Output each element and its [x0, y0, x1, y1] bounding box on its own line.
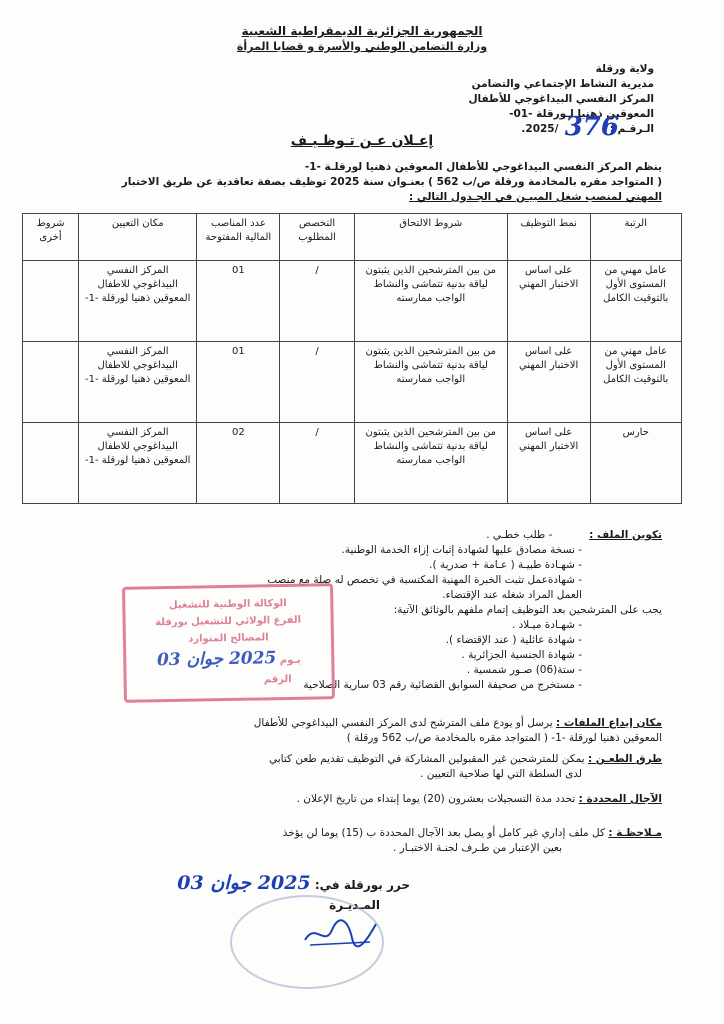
col-grade: الرتبة [590, 214, 682, 261]
positions-table [22, 213, 682, 504]
cell-place: المركز النفسي البيداغوجي للاطفال المعوقين ذهنيا لورقلة -1- [78, 423, 196, 504]
ministry-name: وزارة التضامن الوطني والأسرة و قضايا المرأة [236, 40, 488, 53]
col-conditions: شروط الالتحاق [354, 214, 507, 261]
file-item: العمل المراد شغله عند الإقتضاء. [442, 589, 582, 601]
cell-count: 02 [197, 423, 280, 504]
announcement-title: إعـلان عـن تـوظـيـف [290, 133, 434, 149]
file-section [22, 528, 662, 693]
stamp-date-line [126, 649, 331, 670]
cell-grade: عامل مهني من المستوى الأول بالتوقيت الكامل [590, 342, 682, 423]
file-item: - شهادةعمل تثبت الخبرة المهنية المكتسبة في تخصص له صلة مع منصب [267, 574, 582, 586]
deadlines-text: تحدد مدة التسجيلات بعشرون (20) يوما إبتداء من تاريخ الإعلان . [296, 793, 576, 805]
appeal-label: طرق الطعـن : [587, 753, 662, 765]
cell-other [23, 423, 79, 504]
stamp-line: الفرع الولائي للتشغيل بورقلة [155, 614, 302, 629]
table-row [23, 423, 682, 504]
file-item: - شهـادة طبيـة ( عـامة + صدرية ). [429, 559, 582, 571]
note-text: كل ملف إداري غير كامل أو يصل بعد الآجال المحددة ب (15) يوما لن يؤخذ [282, 827, 605, 839]
file-item: - نسخة مصادق عليها لشهادة إثبات إزاء الخدمة الوطنية. [341, 544, 582, 556]
appeal-section [22, 752, 662, 782]
col-specialty: التخصص المطلوب [280, 214, 354, 261]
ref-label: الـرقـم : [609, 123, 654, 135]
cell-count: 01 [197, 342, 280, 423]
col-other: شروط أخرى [23, 214, 79, 261]
after-hire-label: يجب على المترشحين بعد التوظيف إتمام ملفهم بالوثائق الآتية: [393, 604, 662, 616]
wilaya: ولاية ورقلة [595, 63, 654, 75]
after-hire-items [22, 618, 662, 693]
after-hire-item: - ستة(06) صـور شمسية . [466, 664, 582, 676]
after-hire-item: - شهـادة ميـلاد . [511, 619, 582, 631]
deposit-text: يرسل أو يودع ملف المترشح لدى المركز النفسي البيداغوجي للأطفال [253, 717, 553, 729]
appeal-text-cont: لدى السلطة التي لها صلاحية التعيين . [420, 768, 582, 780]
intro-text [32, 160, 662, 205]
cell-mode: على اساس الاختبار المهني [507, 342, 590, 423]
col-count: عدد المناصب المالية المفتوحة [197, 214, 280, 261]
stamp-date: 2025 جوان 03 [156, 648, 277, 671]
stamp-line: الوكالة الوطنية للتشغيل [168, 597, 287, 612]
cell-grade: حارس [590, 423, 682, 504]
appeal-text: يمكن للمترشحين غير المقبولين المشاركة في التوظيف تقديم طعن كتابي [268, 753, 585, 765]
intro-line-3: المهني لمنصب شغل المبيـن في الجـدول التالي : [409, 191, 662, 203]
cell-conditions: من بين المترشحين الذين يثبتون لياقة بدنية تتماشى والنشاط الواجب ممارسته [354, 423, 507, 504]
directorate: مديرية النشاط الإجتماعي والتضامن [471, 78, 654, 90]
table-header-row [23, 214, 682, 261]
intro-line-1: ينظم المركز النفسي البيداغوجي للأطفال المعوقين ذهنيا لورقلـة -1- [304, 161, 662, 173]
cell-place: المركز النفسي البيداغوجي للاطفال المعوقين ذهنيا لورقلة -1- [78, 342, 196, 423]
stamp-day-label: يـوم [279, 654, 301, 667]
ref-suffix: /2025. [521, 123, 559, 135]
deadlines-section [22, 792, 662, 807]
cell-conditions: من بين المترشحين الذين يثبتون لياقة بدنية تتماشى والنشاط الواجب ممارسته [354, 261, 507, 342]
director-signature [300, 912, 380, 952]
cell-count: 01 [197, 261, 280, 342]
country-name: الجمهورية الجزائرية الديمقراطية الشعبية [241, 24, 483, 38]
reference-number-handwritten: 376 [564, 112, 619, 142]
org-block [468, 62, 654, 137]
cell-other [23, 342, 79, 423]
after-hire-item: - شهادة عائلية ( عند الإقتضاء ). [445, 634, 582, 646]
file-label: تكوين الملف : [589, 529, 662, 541]
cell-specialty: / [280, 342, 354, 423]
intro-line-2: ( المتواجد مقره بالمخادمة ورقلة ص/ب 562 ) بعنـوان سنة 2025 توظيف بصفة تعاقدية عن طريق الاختبار [121, 176, 662, 188]
cell-other [23, 261, 79, 342]
center-name-cont: المعوقين ذهنيا لـورقلة -01- [509, 108, 654, 120]
col-place: مكان التعيين [78, 214, 196, 261]
table-row [23, 342, 682, 423]
cell-mode: على اساس الاختبار المهني [507, 423, 590, 504]
signoff-date: 2025 جوان 03 [177, 872, 311, 894]
stamp-number-label: الرقم [263, 673, 292, 686]
cell-specialty: / [280, 423, 354, 504]
after-hire-item: - مستخرج من صحيفة السوابق القضائية رقم 03 سارية الصلاحية [303, 679, 582, 691]
signoff-place: حرر بورقلة في: [314, 878, 410, 892]
cell-mode: على اساس الاختبار المهني [507, 261, 590, 342]
deposit-text-cont: المعوقين ذهنيا لورقلة -1- ( المتواجد مقره بالمخادمة ص/ب 562 ورقلة ) [346, 732, 662, 744]
cell-place: المركز النفسي البيداغوجي للاطفال المعوقين ذهنيا لورقلة -1- [78, 261, 196, 342]
file-item: - طلب خطـي . [486, 529, 553, 541]
note-label: مـلاحظـة : [608, 827, 662, 839]
deposit-section [22, 716, 662, 746]
deadlines-label: الآجال المحددة : [578, 793, 662, 805]
cell-conditions: من بين المترشحين الذين يثبتون لياقة بدنية تتماشى والنشاط الواجب ممارسته [354, 342, 507, 423]
deposit-label: مكان إيداع الملفات : [556, 717, 662, 729]
note-section [22, 826, 662, 856]
director-title: المـديـرة [329, 898, 380, 912]
file-items [22, 543, 662, 603]
cell-specialty: / [280, 261, 354, 342]
agency-stamp [122, 583, 335, 703]
note-text-cont: بعين الإعتبار من طـرف لجنـة الاختبـار . [393, 842, 562, 854]
table-row [23, 261, 682, 342]
cell-grade: عامل مهني من المستوى الأول بالتوقيت الكامل [590, 261, 682, 342]
after-hire-item: - شهادة الجنسية الجزائرية . [461, 649, 582, 661]
file-first-line [22, 528, 662, 543]
col-mode: نمط التوظيف [507, 214, 590, 261]
stamp-line: المصالح المنوارد [188, 632, 269, 645]
center-name: المركز النفسي البيداغوجي للأطفال [468, 93, 654, 105]
